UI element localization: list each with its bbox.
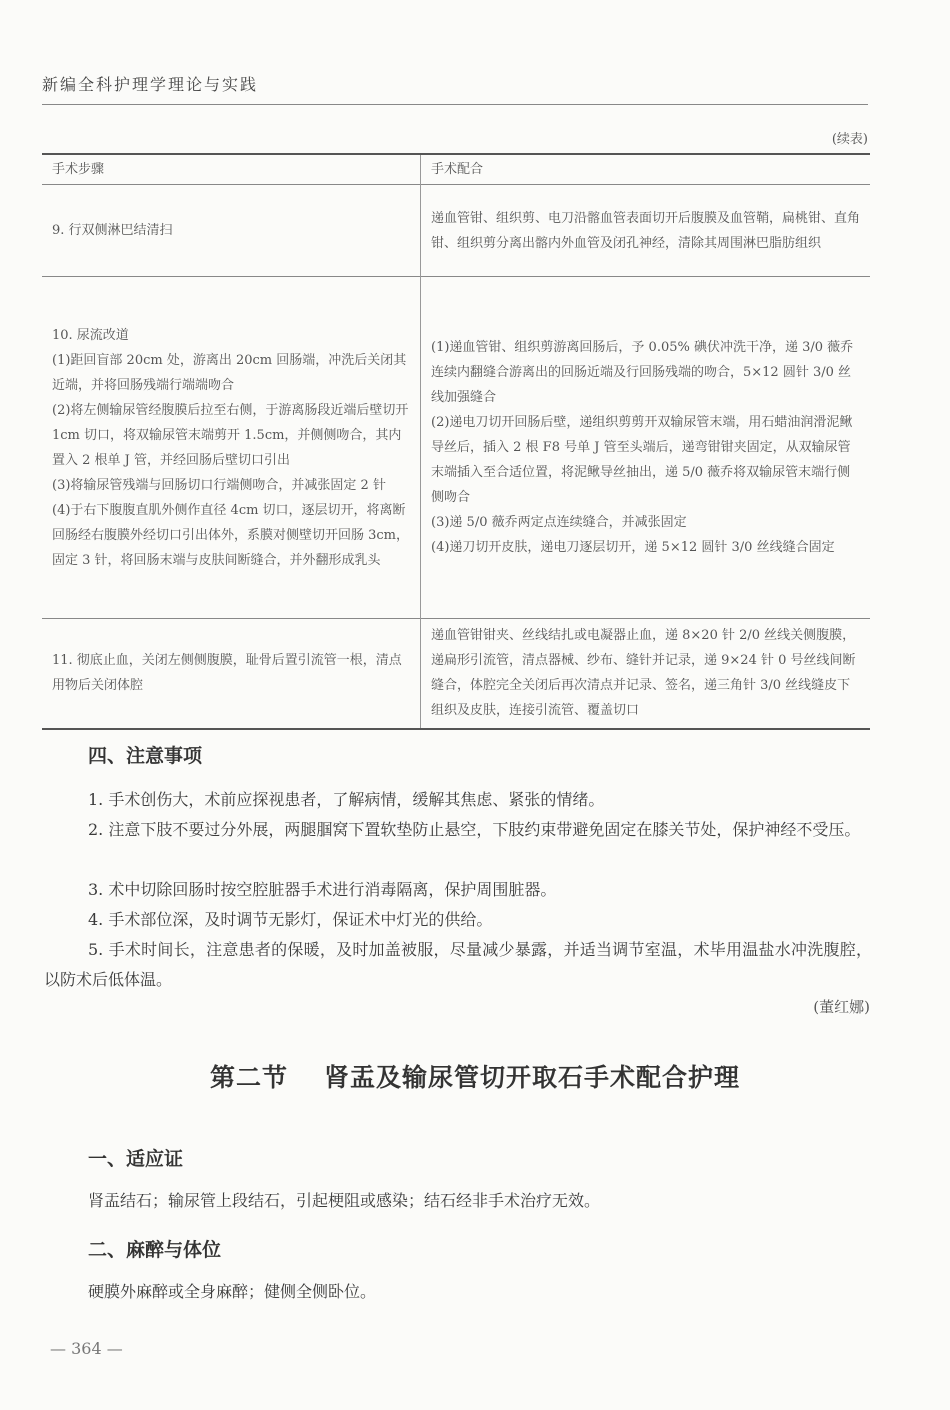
surgery-steps-table <box>42 153 870 730</box>
precaution-item: 1. 手术创伤大，术前应探视患者，了解病情，缓解其焦虑、紧张的情绪。 <box>88 790 605 809</box>
step-sub-4: (4)于右下腹腹直肌外侧作直径 4cm 切口，逐层切开，将离断回肠经右腹膜外经切口引出体外，系膜对侧壁切开回肠 3cm，固定 3 针，将回肠末端与皮肤间断缝合，并外翻形成乳头 <box>52 502 410 568</box>
indications-heading: 一、适应证 <box>88 1148 184 1170</box>
coop-sub-3: (3)递 5/0 薇乔两定点连续缝合，并减张固定 <box>431 515 687 530</box>
section-number: 第二节 <box>209 1063 288 1092</box>
anesthesia-heading: 二、麻醉与体位 <box>88 1239 222 1261</box>
table-row <box>42 277 870 619</box>
continued-label: (续表) <box>831 132 868 147</box>
author-signature: (董红娜) <box>813 998 870 1016</box>
coop-sub-1: (1)递血管钳、组织剪游离回肠后，予 0.05% 碘伏冲洗干净，递 3/0 薇乔连续内翻缝合游离出的回肠近端及行回肠残端的吻合，5×12 圆针 3/0 丝线加强缝合 <box>431 340 854 405</box>
indications-text: 肾盂结石；输尿管上段结石，引起梗阻或感染；结石经非手术治疗无效。 <box>88 1191 601 1210</box>
step-sub-2: (2)将左侧输尿管经腹膜后拉至右侧，于游离肠段近端后壁切开 1cm 切口，将双输尿管末端剪开 1.5cm，并侧侧吻合，其内置入 2 根单 J 管，并经回肠后壁切口引出 <box>52 402 409 468</box>
section-name: 肾盂及输尿管切开取石手术配合护理 <box>324 1063 741 1092</box>
header-rule <box>42 104 868 105</box>
step-sub-3: (3)将输尿管残端与回肠切口行端侧吻合，并减张固定 2 针 <box>52 477 386 493</box>
table-row <box>42 185 870 277</box>
coop-cell <box>421 277 871 619</box>
section-title <box>0 1058 950 1094</box>
precaution-item: 2. 注意下肢不要过分外展，两腿腘窝下置软垫防止悬空，下肢约束带避免固定在膝关节处，保护神经不受压。 <box>88 820 861 839</box>
step-title: 10. 尿流改道 <box>52 327 129 343</box>
coop-cell: 递血管钳钳夹、丝线结扎或电凝器止血，递 8×20 针 2/0 丝线关侧腹膜，递扁形引流管，清点器械、纱布、缝针并记录，递 9×24 针 0 号丝线间断缝合，体腔完全关闭后再次清点并记录、签名，递三角针 3/0 丝线缝皮下组织及皮肤，连接引流管、覆盖切口 <box>421 619 871 729</box>
step-cell: 11. 彻底止血，关闭左侧侧腹膜，耻骨后置引流管一根，清点用物后关闭体腔 <box>42 619 421 729</box>
coop-sub-4: (4)递刀切开皮肤，递电刀逐层切开，递 5×12 圆针 3/0 丝线缝合固定 <box>431 540 835 555</box>
page-number: — 364 — <box>50 1339 123 1358</box>
coop-cell: 递血管钳、组织剪、电刀沿髂血管表面切开后腹膜及血管鞘，扁桃钳、直角钳、组织剪分离出髂内外血管及闭孔神经，清除其周围淋巴脂肪组织 <box>421 185 871 277</box>
step-sub-1: (1)距回盲部 20cm 处，游离出 20cm 回肠端，冲洗后关闭其近端，并将回肠残端行端端吻合 <box>52 352 407 393</box>
col-header-coop: 手术配合 <box>421 154 871 185</box>
precaution-item: 4. 手术部位深，及时调节无影灯，保证术中灯光的供给。 <box>88 910 493 929</box>
precaution-item: 3. 术中切除回肠时按空腔脏器手术进行消毒隔离，保护周围脏器。 <box>88 880 557 899</box>
coop-sub-2: (2)递电刀切开回肠后壁，递组织剪剪开双输尿管末端，用石蜡油润滑泥鳅导丝后，插入 2 根 F8 号单 J 管至头端后，递弯钳钳夹固定，从双输尿管末端插入至合适位置，将泥鳅导丝抽出，递 5/0 薇乔将双输尿管末端行侧侧吻合 <box>431 415 853 505</box>
anesthesia-text: 硬膜外麻醉或全身麻醉；健侧全侧卧位。 <box>88 1282 377 1301</box>
precautions-heading: 四、注意事项 <box>88 745 203 767</box>
table-row <box>42 619 870 729</box>
precaution-item: 5. 手术时间长，注意患者的保暖，及时加盖被服，尽量减少暴露，并适当调节室温，术毕用温盐水冲洗腹腔，以防术后低体温。 <box>44 940 872 989</box>
step-cell: 9. 行双侧淋巴结清扫 <box>42 185 421 277</box>
running-head: 新编全科护理学理论与实践 <box>42 75 259 94</box>
step-cell <box>42 277 421 619</box>
col-header-steps: 手术步骤 <box>42 154 421 185</box>
table-header-row <box>42 154 870 185</box>
